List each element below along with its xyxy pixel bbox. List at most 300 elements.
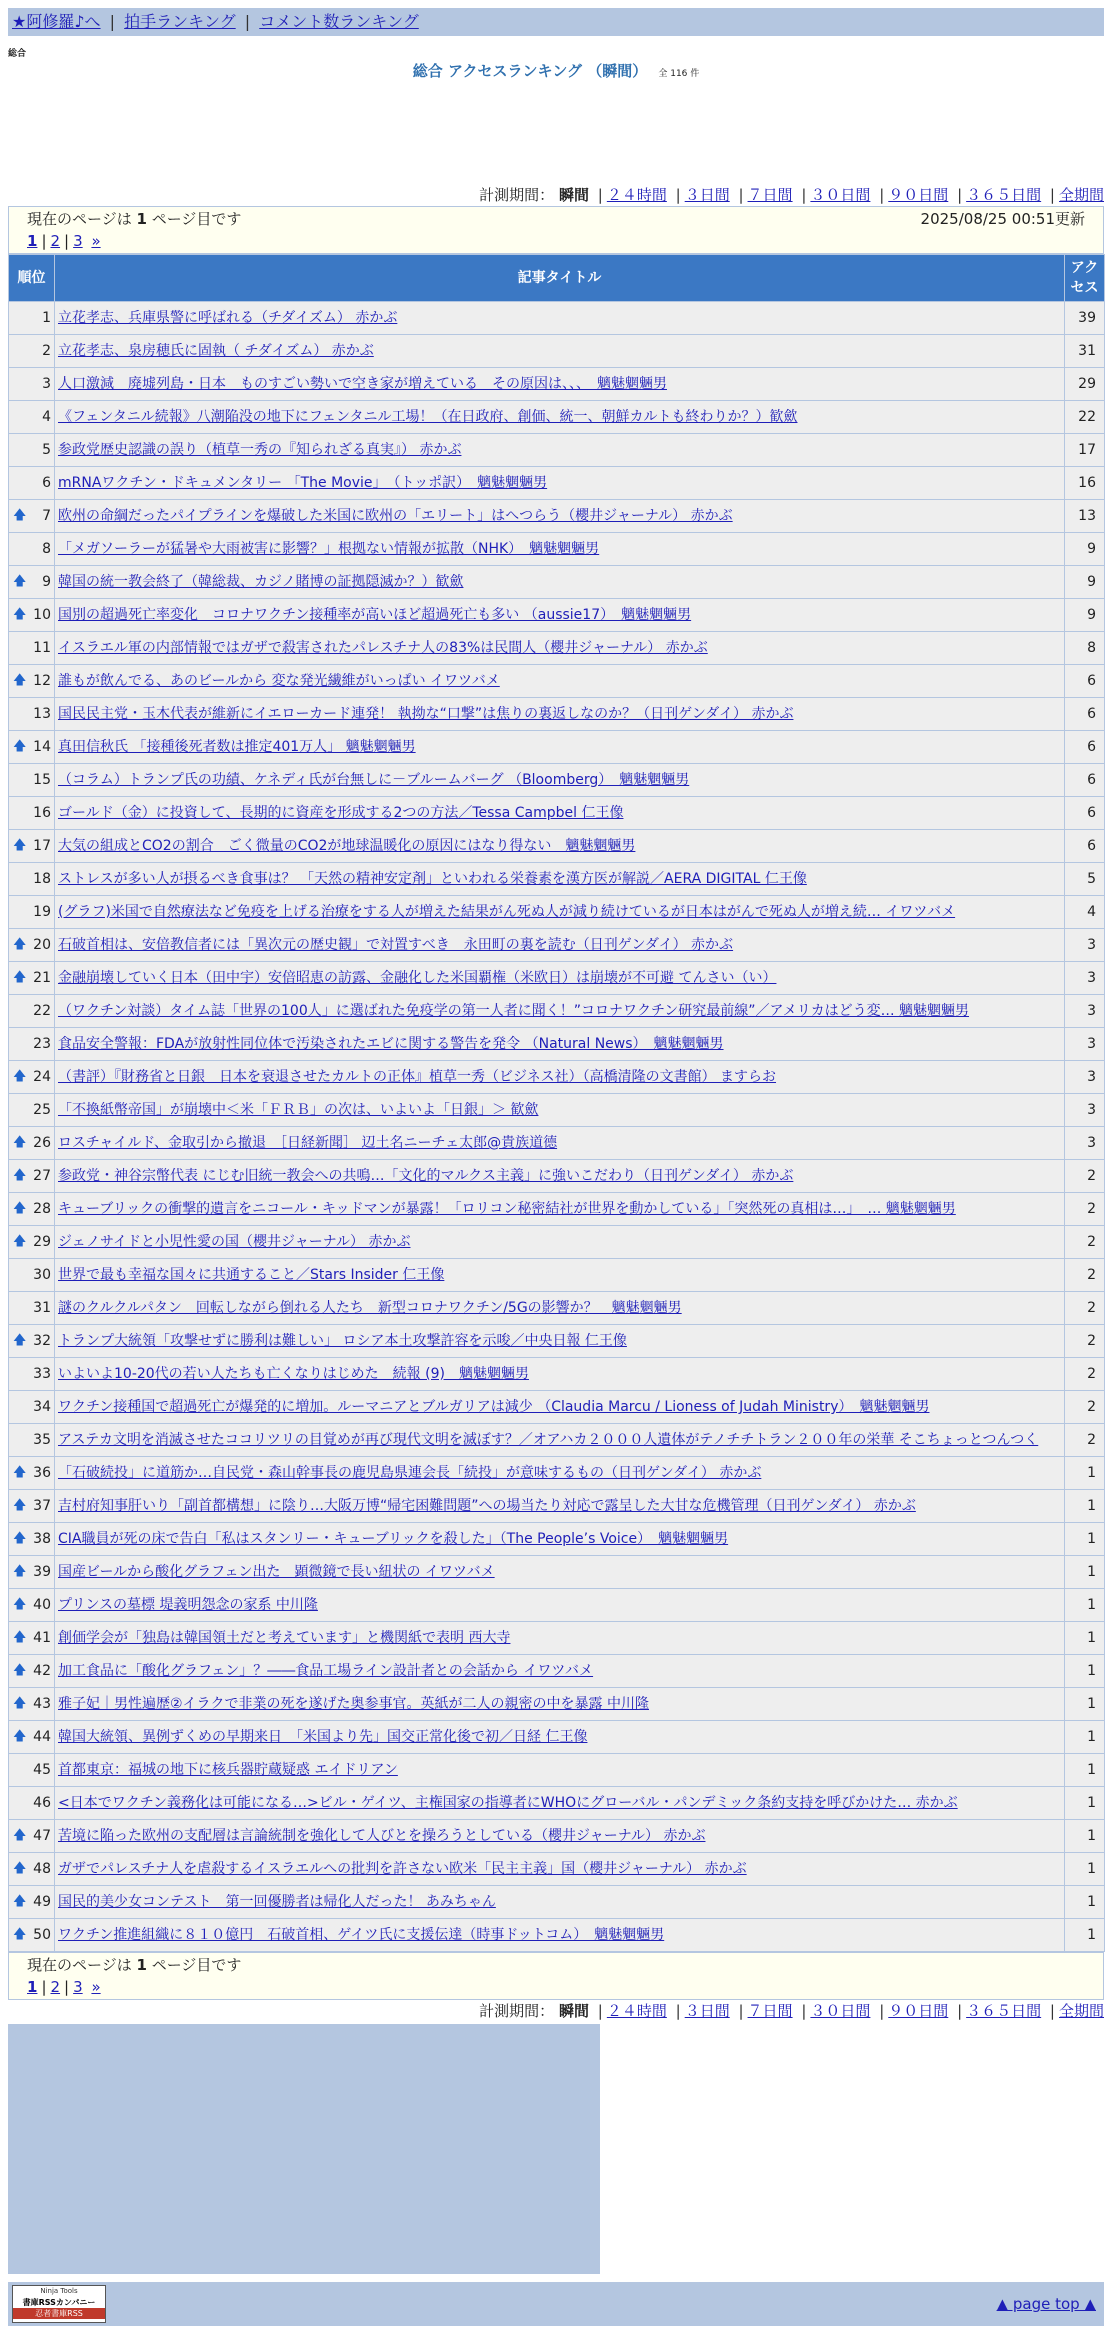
access-count: 3 [1065, 1028, 1105, 1061]
rank-number: 36 [33, 1465, 51, 1481]
rank-cell [9, 1094, 55, 1127]
rank-number: 23 [33, 1036, 51, 1052]
rank-up-arrow-icon: 🡅 [13, 1069, 27, 1084]
period-link-365d[interactable]: ３６５日間 [966, 2002, 1042, 2020]
article-title-link[interactable]: 苦境に陥った欧州の支配層は言論統制を強化して人びとを操ろうとしている（櫻井ジャーナル） 赤かぶ [58, 1828, 706, 1844]
rank-up-arrow-icon: 🡅 [13, 1201, 27, 1216]
table-row [9, 1919, 1105, 1952]
article-title-link[interactable]: 「メガソーラーが猛暑や大雨被害に影響？」根拠ない情報が拡散（NHK） 魑魅魍魎男 [58, 541, 600, 557]
rank-number: 8 [42, 541, 51, 557]
rank-number: 11 [33, 640, 51, 656]
article-title-link[interactable]: 《フェンタニル続報》八潮陥没の地下にフェンタニル工場！（在日政府、創価、統一、朝鮮カルトも終わりか？）歓歛 [58, 409, 798, 425]
article-title-link[interactable]: 立花孝志、兵庫県警に呼ばれる（チダイズム） 赤かぶ [58, 310, 398, 326]
access-count: 2 [1065, 1358, 1105, 1391]
rank-number: 17 [33, 838, 51, 854]
table-row [9, 1787, 1105, 1820]
access-count: 9 [1065, 599, 1105, 632]
page-link-1[interactable]: 1 [27, 232, 38, 250]
article-title-link[interactable]: キューブリックの衝撃的遺言をニコール・キッドマンが暴露！「ロリコン秘密結社が世界を動かしている」「突然死の真相は…」 … 魑魅魍魎男 [58, 1201, 956, 1217]
table-row [9, 1358, 1105, 1391]
rank-number: 4 [42, 409, 51, 425]
article-title-link[interactable]: 加工食品に「酸化グラフェン」？――食品工場ライン設計者との会話から イワツバメ [58, 1663, 594, 1679]
title-cell [55, 929, 1065, 962]
rank-cell [9, 434, 55, 467]
rank-cell [9, 401, 55, 434]
title-cell [55, 533, 1065, 566]
rank-up-arrow-icon: 🡅 [13, 1696, 27, 1711]
period-link-all[interactable]: 全期間 [1058, 2002, 1104, 2020]
rank-up-arrow-icon: 🡅 [13, 673, 27, 688]
article-title-link[interactable]: （書評）『財務省と日銀 日本を衰退させたカルトの正体』植草一秀（ビジネス社）（高橋清隆の文書館） ますらお [58, 1069, 777, 1085]
article-title-link[interactable]: 雅子妃｜男性遍歴②イラクで非業の死を遂げた奥参事官。英紙が二人の親密の中を暴露 中川隆 [58, 1696, 649, 1712]
rank-cell [9, 1457, 55, 1490]
rank-cell [9, 929, 55, 962]
rank-up-arrow-icon: 🡅 [13, 1135, 27, 1150]
table-row [9, 566, 1105, 599]
page-link-2[interactable]: 2 [50, 1978, 61, 1996]
table-row [9, 1226, 1105, 1259]
period-label: 計測期間： [479, 186, 555, 204]
rank-number: 40 [33, 1597, 51, 1613]
rank-cell [9, 797, 55, 830]
access-count: 2 [1065, 1259, 1105, 1292]
rank-number: 37 [33, 1498, 51, 1514]
article-title-link[interactable]: CIA職員が死の床で告白「私はスタンリー・キューブリックを殺した」（The People’s Voice） 魑魅魍魎男 [58, 1531, 729, 1547]
rank-number: 22 [33, 1003, 51, 1019]
rank-up-arrow-icon: 🡅 [13, 1465, 27, 1480]
rank-cell [9, 1028, 55, 1061]
rank-number: 5 [42, 442, 51, 458]
rank-number: 27 [33, 1168, 51, 1184]
rank-number: 49 [33, 1894, 51, 1910]
access-count: 1 [1065, 1688, 1105, 1721]
article-title-link[interactable]: （コラム）トランプ氏の功績、ケネディ氏が台無しに－ブルームバーグ （Bloomberg） 魑魅魍魎男 [58, 772, 690, 788]
title-cell [55, 1193, 1065, 1226]
table-row [9, 1622, 1105, 1655]
access-count: 8 [1065, 632, 1105, 665]
table-row [9, 797, 1105, 830]
title-cell [55, 731, 1065, 764]
access-count: 1 [1065, 1655, 1105, 1688]
table-row [9, 1556, 1105, 1589]
table-row [9, 1193, 1105, 1226]
rank-cell [9, 1292, 55, 1325]
bottom-area [8, 2024, 1104, 2274]
nav-link-applause-ranking[interactable]: 拍手ランキング [124, 12, 236, 31]
rank-number: 12 [33, 673, 51, 689]
rank-number: 28 [33, 1201, 51, 1217]
title-cell [55, 1391, 1065, 1424]
table-row [9, 896, 1105, 929]
nav-separator: | [109, 12, 116, 31]
title-cell [55, 896, 1065, 929]
article-title-link[interactable]: ストレスが多い人が摂るべき食事は？ 「天然の精神安定剤」といわれる栄養素を漢方医が解説／AERA DIGITAL 仁王像 [58, 871, 807, 887]
period-link-90d[interactable]: ９０日間 [888, 186, 949, 204]
period-selector-bottom: 計測期間： 瞬間 | ２４時間 | ３日間 | ７日間 | ３０日間 | ９０日間 | ３６５日間 | 全期間 [479, 2002, 1104, 2020]
rank-number: 33 [33, 1366, 51, 1382]
access-count: 6 [1065, 698, 1105, 731]
article-title-link[interactable]: 韓国の統一教会終了（韓総裁、カジノ賭博の証拠隠滅か？）歓歛 [58, 574, 464, 590]
updated-timestamp: 2025/08/25 00:51更新 [920, 210, 1085, 228]
rank-number: 43 [33, 1696, 51, 1712]
title-cell [55, 1226, 1065, 1259]
pager-top: 現在のページは 1 ページ目です 2025/08/25 00:51更新 1 | 2 | 3 » [8, 206, 1104, 254]
title-cell [55, 599, 1065, 632]
access-count: 1 [1065, 1490, 1105, 1523]
article-title-link[interactable]: 食品安全警報：FDAが放射性同位体で汚染されたエビに関する警告を発令 （Natural News） 魑魅魍魎男 [58, 1036, 724, 1052]
title-cell [55, 1127, 1065, 1160]
article-title-link[interactable]: (グラフ)米国で自然療法など免疫を上げる治療をする人が増えた結果がん死ぬ人が減り続けているが日本はがんで死ぬ人が増え続… イワツバメ [58, 904, 956, 920]
rank-up-arrow-icon: 🡅 [13, 1861, 27, 1876]
access-count: 1 [1065, 1622, 1105, 1655]
table-row [9, 929, 1105, 962]
article-title-link[interactable]: 立花孝志、泉房穂氏に固執（ チダイズム） 赤かぶ [58, 343, 374, 359]
rank-number: 26 [33, 1135, 51, 1151]
table-row [9, 863, 1105, 896]
rank-up-arrow-icon: 🡅 [13, 1564, 27, 1579]
rank-cell [9, 533, 55, 566]
title-cell [55, 1292, 1065, 1325]
period-link-7d[interactable]: ７日間 [747, 186, 793, 204]
rank-cell [9, 500, 55, 533]
next-page-link[interactable]: » [91, 232, 101, 250]
access-count: 9 [1065, 566, 1105, 599]
rank-cell [9, 1358, 55, 1391]
title-cell [55, 1556, 1065, 1589]
rank-cell [9, 1853, 55, 1886]
table-row [9, 1523, 1105, 1556]
title-cell [55, 1358, 1065, 1391]
rank-cell [9, 995, 55, 1028]
title-cell [55, 434, 1065, 467]
period-link-all[interactable]: 全期間 [1058, 186, 1104, 204]
access-count: 29 [1065, 368, 1105, 401]
rank-number: 20 [33, 937, 51, 953]
rank-number: 44 [33, 1729, 51, 1745]
article-title-link[interactable]: 韓国大統領、異例ずくめの早期来日 「米国より先」国交正常化後で初／日経 仁王像 [58, 1729, 588, 1745]
article-title-link[interactable]: 欧州の命綱だったパイプラインを爆破した米国に欧州の「エリート」はへつらう（櫻井ジャーナル） 赤かぶ [58, 508, 733, 524]
article-title-link[interactable]: 参政党歴史認識の誤り（植草一秀の『知られざる真実』） 赤かぶ [58, 442, 462, 458]
rank-cell [9, 1226, 55, 1259]
article-title-link[interactable]: 人口激減 廃墟列島・日本 ものすごい勢いで空き家が増えている その原因は、、、 魑魅魍魎男 [58, 376, 667, 392]
table-row [9, 1820, 1105, 1853]
rank-cell [9, 1919, 55, 1952]
rank-cell [9, 1424, 55, 1457]
table-row [9, 1688, 1105, 1721]
title-cell [55, 797, 1065, 830]
access-count: 1 [1065, 1919, 1105, 1952]
title-cell [55, 302, 1065, 335]
rank-number: 30 [33, 1267, 51, 1283]
header-access: アクセス [1065, 255, 1105, 302]
access-count: 9 [1065, 533, 1105, 566]
article-title-link[interactable]: 参政党・神谷宗幣代表 にじむ旧統一教会への共鳴…「文化的マルクス主義」に強いこだわり（日刊ゲンダイ） 赤かぶ [58, 1168, 794, 1184]
table-row [9, 1028, 1105, 1061]
rank-number: 41 [33, 1630, 51, 1646]
title-cell [55, 1028, 1065, 1061]
rank-number: 10 [33, 607, 51, 623]
article-title-link[interactable]: 大気の組成とCO2の割合 ごく微量のCO2が地球温暖化の原因にはなり得ない 魑魅魍魎男 [58, 838, 636, 854]
article-title-link[interactable]: ロスチャイルド、金取引から撤退 ［日経新聞］ 辺土名ニーチェ太郎@貴族道德 [58, 1135, 558, 1151]
rank-cell [9, 1820, 55, 1853]
rank-number: 18 [33, 871, 51, 887]
article-title-link[interactable]: 石破首相は、安倍教信者には「異次元の歴史観」で対置すべき 永田町の裏を読む（日刊ゲンダイ） 赤かぶ [58, 937, 734, 953]
rss-logo[interactable]: Ninja Tools 書庫RSSカンパニー 忍者書庫RSS [12, 2285, 106, 2323]
rank-cell [9, 1523, 55, 1556]
title-cell [55, 368, 1065, 401]
rank-cell [9, 566, 55, 599]
rank-cell [9, 1754, 55, 1787]
page-top-link[interactable]: ▲ page top ▲ [996, 2295, 1096, 2313]
article-title-link[interactable]: ワクチン接種国で超過死亡が爆発的に増加。ルーマニアとブルガリアは減少 （Claudia Marcu / Lioness of Judah Ministry） 魑魅魍魎男 [58, 1399, 930, 1415]
rank-number: 25 [33, 1102, 51, 1118]
rank-number: 24 [33, 1069, 51, 1085]
article-title-link[interactable]: 誰もが飲んでる、あのビールから 変な発光繊維がいっぱい イワツバメ [58, 673, 500, 689]
access-count: 31 [1065, 335, 1105, 368]
title-cell [55, 1094, 1065, 1127]
table-row [9, 632, 1105, 665]
title-cell [55, 1061, 1065, 1094]
article-title-link[interactable]: トランプ大統領「攻撃せずに勝利は難しい」 ロシア本土攻撃許容を示唆／中央日報 仁王像 [58, 1333, 627, 1349]
access-count: 5 [1065, 863, 1105, 896]
article-title-link[interactable]: ワクチン推進組織に８１０億円 石破首相、ゲイツ氏に支援伝達（時事ドットコム） 魑魅魍魎男 [58, 1927, 665, 1943]
rank-up-arrow-icon: 🡅 [13, 1729, 27, 1744]
title-cell [55, 830, 1065, 863]
rank-up-arrow-icon: 🡅 [13, 1597, 27, 1612]
title-cell [55, 995, 1065, 1028]
title-cell [55, 401, 1065, 434]
access-count: 3 [1065, 995, 1105, 1028]
title-cell [55, 1259, 1065, 1292]
rank-cell [9, 1556, 55, 1589]
title-cell [55, 632, 1065, 665]
article-title-link[interactable]: イスラエル軍の内部情報ではガザで殺害されたパレスチナ人の83%は民間人（櫻井ジャーナル） 赤かぶ [58, 640, 708, 656]
title-cell [55, 1853, 1065, 1886]
title-cell [55, 1160, 1065, 1193]
article-title-link[interactable]: ジェノサイドと小児性愛の国（櫻井ジャーナル） 赤かぶ [58, 1234, 411, 1250]
rank-cell [9, 1622, 55, 1655]
access-count: 1 [1065, 1589, 1105, 1622]
period-selector-top: 計測期間： 瞬間 | ２４時間 | ３日間 | ７日間 | ３０日間 | ９０日間 | ３６５日間 | 全期間 [479, 186, 1104, 204]
title-cell [55, 1721, 1065, 1754]
table-row [9, 1754, 1105, 1787]
rank-number: 9 [42, 574, 51, 590]
rank-number: 13 [33, 706, 51, 722]
period-current: 瞬間 [558, 186, 589, 204]
title-cell [55, 1523, 1065, 1556]
period-link-24h[interactable]: ２４時間 [606, 2002, 667, 2020]
article-title-link[interactable]: 真田信秋氏 「接種後死者数は推定401万人」 魑魅魍魎男 [58, 739, 416, 755]
period-link-3d[interactable]: ３日間 [684, 2002, 730, 2020]
table-row [9, 1457, 1105, 1490]
pager-bottom: 現在のページは 1 ページ目です 1 | 2 | 3 » [8, 1952, 1104, 2000]
nav-separator: | [244, 12, 251, 31]
table-row [9, 1292, 1105, 1325]
rank-up-arrow-icon: 🡅 [13, 1333, 27, 1348]
table-row [9, 1721, 1105, 1754]
access-count: 39 [1065, 302, 1105, 335]
rank-number: 39 [33, 1564, 51, 1580]
title-cell [55, 665, 1065, 698]
rank-cell [9, 632, 55, 665]
title-cell [55, 962, 1065, 995]
article-title-link[interactable]: 「石破続投」に道筋か…自民党・森山幹事長の鹿児島県連会長「続投」が意味するもの（日刊ゲンダイ） 赤かぶ [58, 1465, 762, 1481]
title-cell [55, 1589, 1065, 1622]
table-row [9, 731, 1105, 764]
rank-number: 47 [33, 1828, 51, 1844]
access-count: 2 [1065, 1226, 1105, 1259]
rank-cell [9, 302, 55, 335]
rank-number: 35 [33, 1432, 51, 1448]
rank-cell [9, 1655, 55, 1688]
rank-cell [9, 764, 55, 797]
table-row [9, 500, 1105, 533]
table-row [9, 1655, 1105, 1688]
table-row [9, 1127, 1105, 1160]
table-row [9, 1094, 1105, 1127]
next-page-link[interactable]: » [91, 1978, 101, 1996]
rank-number: 45 [33, 1762, 51, 1778]
title-cell [55, 335, 1065, 368]
table-row [9, 1325, 1105, 1358]
access-count: 6 [1065, 665, 1105, 698]
header-rank: 順位 [9, 255, 55, 302]
access-count: 16 [1065, 467, 1105, 500]
article-title-link[interactable]: 「不換紙幣帝国」が崩壊中＜米「ＦＲＢ」の次は、いよいよ「日銀」＞ 歓歛 [58, 1102, 539, 1118]
access-count: 3 [1065, 1127, 1105, 1160]
ranking-rows [9, 302, 1105, 1952]
table-row [9, 434, 1105, 467]
table-row [9, 764, 1105, 797]
rank-up-arrow-icon: 🡅 [13, 937, 27, 952]
title-cell [55, 698, 1065, 731]
article-title-link[interactable]: アステカ文明を消滅させたココリツリの目覚めが再び現代文明を滅ぼす？／オアハカ２０００人遺体がテノチチトラン２００年の栄華 そこちょっとつんつく [58, 1432, 1039, 1448]
article-title-link[interactable]: いよいよ10-20代の若い人たちも亡くなりはじめた 続報 (9) 魑魅魍魎男 [58, 1366, 529, 1382]
table-row [9, 1853, 1105, 1886]
page-link-2[interactable]: 2 [50, 232, 61, 250]
footer [8, 2282, 1104, 2326]
access-count: 2 [1065, 1391, 1105, 1424]
rank-number: 32 [33, 1333, 51, 1349]
title-cell [55, 1325, 1065, 1358]
access-count: 1 [1065, 1523, 1105, 1556]
article-title-link[interactable]: 国産ビールから酸化グラフェン出た 顕微鏡で長い紐状の イワツバメ [58, 1564, 495, 1580]
rank-number: 50 [33, 1927, 51, 1943]
access-count: 1 [1065, 1721, 1105, 1754]
rank-up-arrow-icon: 🡅 [13, 1498, 27, 1513]
article-title-link[interactable]: ゴールド（金）に投資して、長期的に資産を形成する2つの方法／Tessa Campbel 仁王像 [58, 805, 624, 821]
page-link-1[interactable]: 1 [27, 1978, 38, 1996]
rank-number: 2 [42, 343, 51, 359]
rank-up-arrow-icon: 🡅 [13, 1828, 27, 1843]
article-title-link[interactable]: 国別の超過死亡率変化 コロナワクチン接種率が高いほど超過死亡も多い （aussie17） 魑魅魍魎男 [58, 607, 692, 623]
article-title-link[interactable]: 国民民主党・玉木代表が維新にイエローカード連発！ 執拗な“口撃”は焦りの裏返しなのか？（日刊ゲンダイ） 赤かぶ [58, 706, 794, 722]
article-title-link[interactable]: 創価学会が「独島は韓国領土だと考えています」と機関紙で表明 西大寺 [58, 1630, 511, 1646]
table-row [9, 335, 1105, 368]
period-link-30d[interactable]: ３０日間 [810, 2002, 871, 2020]
access-count: 22 [1065, 401, 1105, 434]
rank-number: 38 [33, 1531, 51, 1547]
access-count: 4 [1065, 896, 1105, 929]
access-count: 1 [1065, 1457, 1105, 1490]
page-link-3[interactable]: 3 [73, 1978, 83, 1996]
title-cell [55, 1688, 1065, 1721]
access-count: 2 [1065, 1160, 1105, 1193]
article-title-link[interactable]: 謎のクルクルパタン 回転しながら倒れる人たち 新型コロナワクチン/5Gの影響か？ 魑魅魍魎男 [58, 1300, 682, 1316]
period-label: 計測期間： [479, 2002, 555, 2020]
nav-link-asyura[interactable]: ★阿修羅♪へ [12, 12, 101, 31]
period-link-90d[interactable]: ９０日間 [888, 2002, 949, 2020]
title-cell [55, 1457, 1065, 1490]
page-link-3[interactable]: 3 [73, 232, 83, 250]
rank-up-arrow-icon: 🡅 [13, 1630, 27, 1645]
access-count: 3 [1065, 1061, 1105, 1094]
title-cell [55, 1820, 1065, 1853]
rank-up-arrow-icon: 🡅 [13, 1894, 27, 1909]
period-link-3d[interactable]: ３日間 [684, 186, 730, 204]
rank-cell [9, 698, 55, 731]
access-count: 2 [1065, 1292, 1105, 1325]
title-cell [55, 1919, 1065, 1952]
article-title-link[interactable]: mRNAワクチン・ドキュメンタリー 「The Movie」 （トッポ訳） 魑魅魍魎男 [58, 475, 548, 491]
title-cell [55, 1424, 1065, 1457]
access-count: 1 [1065, 1820, 1105, 1853]
table-row [9, 467, 1105, 500]
period-link-7d[interactable]: ７日間 [747, 2002, 793, 2020]
current-page-text: 現在のページは 1 ページ目です [27, 1956, 242, 1974]
article-title-link[interactable]: 国民的美少女コンテスト 第一回優勝者は帰化人だった！ あみちゃん [58, 1894, 496, 1910]
article-title-link[interactable]: <日本でワクチン義務化は可能になる…>ビル・ゲイツ、主権国家の指導者にWHOにグローバル・パンデミック条約支持を呼びかけた… 赤かぶ [58, 1795, 958, 1811]
rank-cell [9, 1061, 55, 1094]
article-title-link[interactable]: 金融崩壊していく日本（田中宇）安倍昭恵の訪露、金融化した米国覇権（米欧日）は崩壊が不可避 てんさい（い） [58, 970, 777, 986]
access-count: 17 [1065, 434, 1105, 467]
nav-link-comment-ranking[interactable]: コメント数ランキング [259, 12, 419, 31]
rank-cell [9, 1127, 55, 1160]
ad-banner[interactable] [8, 2024, 600, 2274]
access-count: 6 [1065, 731, 1105, 764]
rank-cell [9, 896, 55, 929]
rank-number: 15 [33, 772, 51, 788]
rank-cell [9, 467, 55, 500]
article-title-link[interactable]: ガザでパレスチナ人を虐殺するイスラエルへの批判を許さない欧米「民主主義」国（櫻井ジャーナル） 赤かぶ [58, 1861, 747, 1877]
article-title-link[interactable]: 吉村府知事肝いり「副首都構想」に陰り…大阪万博“帰宅困難問題”への場当たり対応で露呈した大甘な危機管理（日刊ゲンダイ） 赤かぶ [58, 1498, 916, 1514]
article-title-link[interactable]: 世界で最も幸福な国々に共通すること／Stars Insider 仁王像 [58, 1267, 445, 1283]
table-row [9, 1886, 1105, 1919]
rank-cell [9, 1688, 55, 1721]
article-title-link[interactable]: （ワクチン対談）タイム誌「世界の100人」に選ばれた免疫学の第一人者に聞く！”コロナワクチン研究最前線”／アメリカはどう変… 魑魅魍魎男 [58, 1003, 970, 1019]
article-title-link[interactable]: 首都東京：福城の地下に核兵器貯蔵疑惑 エイドリアン [58, 1762, 398, 1778]
rank-number: 34 [33, 1399, 51, 1415]
access-count: 3 [1065, 929, 1105, 962]
table-row [9, 401, 1105, 434]
rank-cell [9, 335, 55, 368]
rank-cell [9, 1721, 55, 1754]
rank-number: 29 [33, 1234, 51, 1250]
table-row [9, 830, 1105, 863]
rank-number: 1 [42, 310, 51, 326]
rank-cell [9, 1787, 55, 1820]
article-title-link[interactable]: プリンスの墓標 堤義明怨念の家系 中川隆 [58, 1597, 318, 1613]
table-row [9, 1259, 1105, 1292]
table-row [9, 533, 1105, 566]
title-cell [55, 1886, 1065, 1919]
period-link-30d[interactable]: ３０日間 [810, 186, 871, 204]
period-link-24h[interactable]: ２４時間 [606, 186, 667, 204]
rank-number: 19 [33, 904, 51, 920]
spacer [8, 84, 1104, 184]
rank-up-arrow-icon: 🡅 [13, 838, 27, 853]
period-link-365d[interactable]: ３６５日間 [966, 186, 1042, 204]
